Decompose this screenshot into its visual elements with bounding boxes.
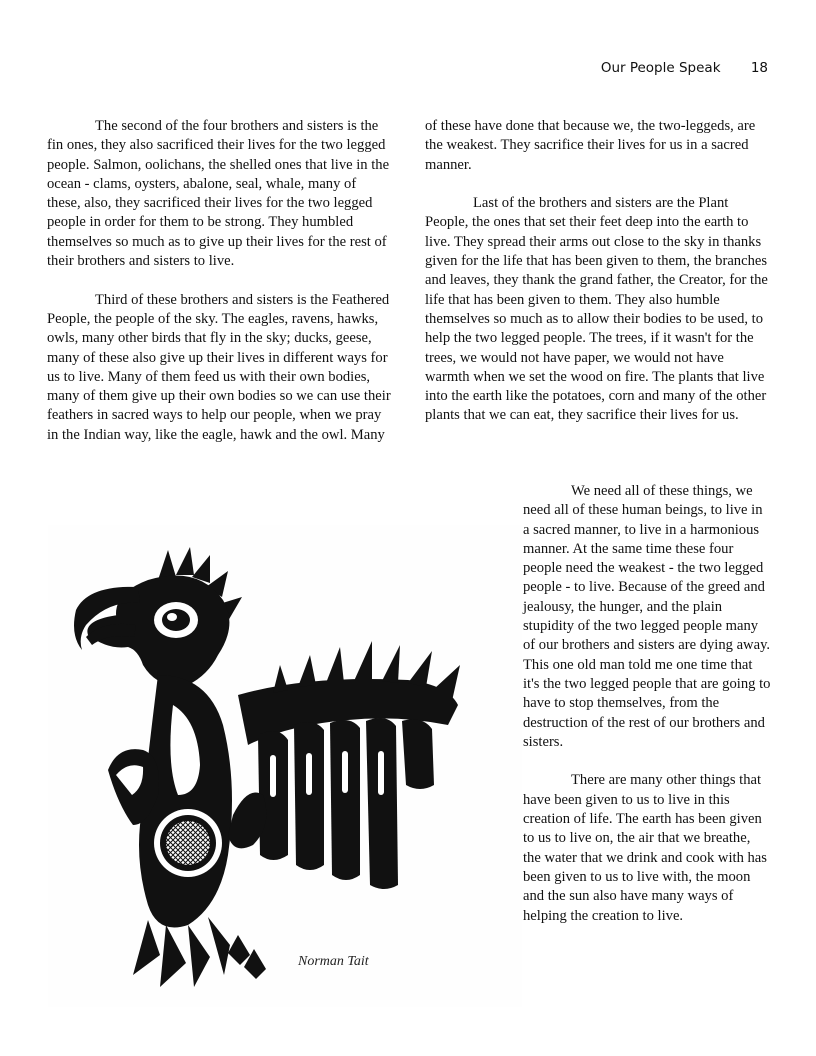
paragraph-fin-people: The second of the four brothers and sisters is the fin ones, they also sacrificed their lives for the two legged people. Salmon, oolichans, the shelled ones that live in the ocean - clams, oysters, abalone, seal, whale, many of these, also, they sacrificed their lives for the two legged people in order for them to be strong. They humbled themselves so much as to give up their lives for the rest of their brothers and sisters to live.: [47, 118, 390, 270]
running-title: Our People Speak: [600, 60, 721, 76]
eagle-drawing: [48, 525, 522, 1007]
artist-signature: Norman Tait: [298, 954, 369, 969]
page-header: [601, 60, 768, 76]
paragraph-feathered-people: Third of these brothers and sisters is the Feathered People, the people of the sky. The eagles, ravens, hawks, owls, many other birds that fly in the sky; ducks, geese, many of these also give up their lives in different ways for us to live. Many of them feed us with their own bodies, many of them give up their own bodies so we can use their feathers in sacred ways to help our people, when we pray in the Indian way, like the eagle, hawk and the owl. Many: [47, 291, 391, 443]
page-number: 18: [750, 60, 768, 76]
bottom-right-column: [523, 482, 771, 945]
left-column: [47, 117, 393, 464]
paragraph-continuation: of these have done that because we, the two-leggeds, are the weakest. They sacrifice their lives for us in a sacred manner.: [425, 118, 756, 173]
paragraph-we-need: We need all of these things, we need all of these human beings, to live in a sacred manner, to live in a harmonious manner. At the same time these four people need the weakest - the two legged people - to live. Because of the greed and jealousy, the hunger, and the plain stupidity of the two legged people many of our brothers and sisters are dying away. This one old man told me one time that it's the two legged people that are going to have to stop themselves, from the destruction of the rest of our brothers and sisters.: [523, 483, 771, 750]
paragraph-plant-people: Last of the brothers and sisters are the Plant People, the ones that set their feet deep into the earth to live. They spread their arms out close to the sky in thanks given for the life that has been given to them, the branches and leaves, they thank the grand father, the Creator, for the life that has been given to them. They also humble themselves so much as to allow their bodies to be used, to help the two legged people. The trees, if it wasn't for the trees, we would not have paper, we would not have warmth when we set the wood on fire. The plants that live into the earth like the potatoes, corn and many of the other plants that we can eat, they sacrifice their lives for us.: [425, 195, 768, 424]
eagle-artwork: [48, 525, 522, 1007]
paragraph-other-things: There are many other things that have been given to us to live in this creation of life. The earth has been given to us to live on, the air that we breathe, the water that we drink and cook with has been given to us to live with, the moon and the sun also have many ways of helping the creation to live.: [523, 772, 767, 924]
right-column: [425, 117, 770, 445]
